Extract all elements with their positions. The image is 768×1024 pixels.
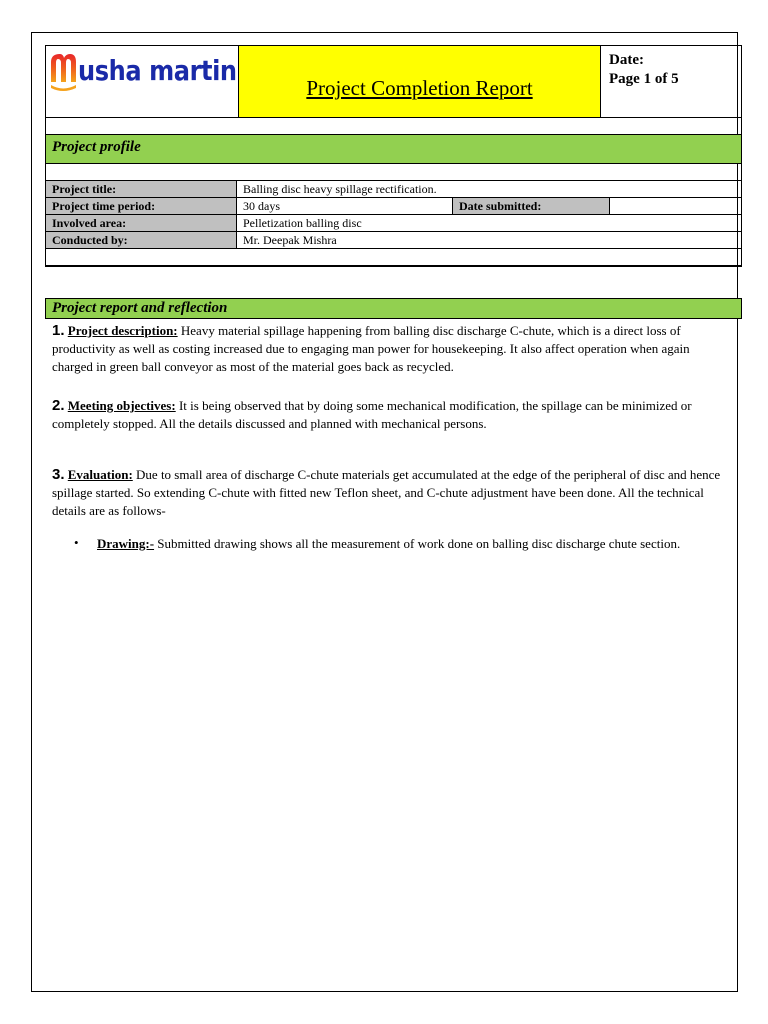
date-submitted-value <box>610 198 742 215</box>
time-period-label: Project time period: <box>46 198 237 215</box>
bullet-keyword: Drawing:- <box>97 536 155 551</box>
item-text: Heavy material spillage happening from balling disc discharge C-chute, which is a direct loss of productivity as well as costing increased due to engaging man power for housekeeping. It also affect operation when again charged in green ball conveyor as most of the material goes back as recycled. <box>52 323 690 374</box>
report-header <box>45 45 742 118</box>
project-title-value: Balling disc heavy spillage rectification. <box>237 181 742 198</box>
item-number: 1. <box>52 322 65 339</box>
item-text: It is being observed that by doing some mechanical modification, the spillage can be minimized or completely stopped. All the details discussed and planned with mechanical persons. <box>52 398 692 431</box>
date-submitted-label: Date submitted: <box>453 198 610 215</box>
item-keyword: Project description: <box>67 323 178 338</box>
drawing-bullet-item <box>97 535 730 553</box>
logo-emblem-icon <box>48 52 78 92</box>
table-row <box>46 198 742 215</box>
project-title-label: Project title: <box>46 181 237 198</box>
date-cell <box>601 45 742 118</box>
table-row <box>46 181 742 198</box>
bullet-icon: • <box>74 535 79 550</box>
profile-empty-row <box>45 250 742 267</box>
usha-martin-logo <box>48 52 237 97</box>
project-description-paragraph <box>52 322 732 376</box>
item-keyword: Meeting objectives: <box>67 398 176 413</box>
table-row <box>46 215 742 232</box>
meeting-objectives-paragraph <box>52 397 732 433</box>
time-period-value: 30 days <box>237 198 453 215</box>
logo-cell <box>45 45 238 118</box>
involved-area-value: Pelletization balling disc <box>237 215 742 232</box>
page-title: Project Completion Report <box>306 76 533 100</box>
logo-wordmark: usha martin <box>78 54 237 87</box>
date-label: Date: <box>609 52 644 68</box>
conducted-by-value: Mr. Deepak Mishra <box>237 232 742 249</box>
item-number: 3. <box>52 466 65 483</box>
table-row <box>46 232 742 249</box>
profile-heading: Project profile <box>45 134 742 164</box>
bullet-text: Submitted drawing shows all the measurement of work done on balling disc discharge chute section. <box>154 536 681 551</box>
item-text: Due to small area of discharge C-chute materials get accumulated at the edge of the peripheral of disc and hence spillage started. So extending C-chute with fitted new Teflon sheet, and C-chute adjustment have been done. All the technical details are as follows- <box>52 467 721 518</box>
item-number: 2. <box>52 397 65 414</box>
page-number: Page 1 of 5 <box>609 71 679 87</box>
profile-table <box>45 180 742 249</box>
item-keyword: Evaluation: <box>67 467 133 482</box>
report-heading: Project report and reflection <box>45 298 742 319</box>
title-cell <box>238 45 601 118</box>
evaluation-paragraph <box>52 466 732 520</box>
involved-area-label: Involved area: <box>46 215 237 232</box>
conducted-by-label: Conducted by: <box>46 232 237 249</box>
